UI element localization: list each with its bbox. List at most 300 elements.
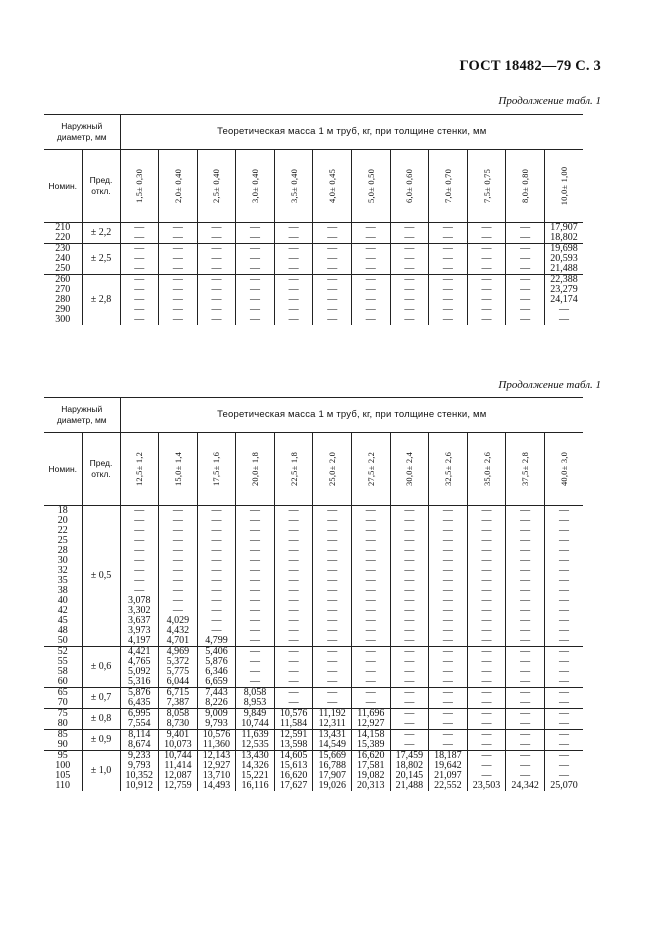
mass-value: 9,793 — [205, 718, 228, 729]
mass-value: — — [481, 314, 492, 325]
nominal-diameter: 28 — [57, 545, 68, 556]
mass-value: — — [481, 666, 492, 677]
outer-diameter-header: Наружный диаметр, мм — [44, 115, 120, 150]
mass-value: 22,388 — [550, 274, 578, 285]
wall-thickness-header — [159, 433, 198, 506]
mass-value: — — [288, 525, 299, 536]
mass-value: 11,192 — [318, 708, 346, 719]
mass-value: — — [558, 656, 569, 667]
mass-value: — — [481, 222, 492, 233]
mass-value: 14,549 — [318, 739, 346, 750]
wall-thickness-label: 6,0± 0,60 — [404, 168, 415, 204]
mass-value: — — [211, 253, 222, 264]
mass-value: — — [481, 253, 492, 264]
mass-value: — — [134, 222, 145, 233]
mass-value: — — [481, 750, 492, 761]
nominal-diameter: 290 — [55, 304, 71, 315]
mass-value: — — [404, 515, 415, 526]
mass-value: 12,087 — [164, 770, 192, 781]
table-row-group — [44, 223, 583, 244]
mass-value: 15,221 — [241, 770, 269, 781]
mass-value: — — [134, 565, 145, 576]
mass-value: 16,620 — [357, 750, 385, 761]
mass-value: 7,554 — [128, 718, 151, 729]
wall-thickness-header — [351, 433, 390, 506]
mass-value: — — [365, 555, 376, 566]
mass-header: Теоретическая масса 1 м труб, кг, при толщине стенки, мм — [120, 115, 583, 150]
tolerance-value: ± 2,2 — [82, 223, 120, 244]
mass-value: — — [250, 294, 261, 305]
mass-value: — — [520, 770, 531, 781]
mass-value: — — [250, 605, 261, 616]
wall-thickness-header — [159, 150, 198, 223]
mass-value: — — [558, 729, 569, 740]
wall-thickness-label: 25,0± 2,0 — [327, 451, 338, 487]
mass-value: — — [327, 697, 338, 708]
mass-value: — — [442, 284, 453, 295]
mass-value: — — [558, 545, 569, 556]
mass-value: — — [134, 314, 145, 325]
mass-value: 5,406 — [205, 646, 228, 657]
mass-value: 3,973 — [128, 625, 151, 636]
mass-value: 25,070 — [550, 780, 578, 791]
table-row-group — [44, 647, 583, 688]
tolerance-header: Пред. откл. — [82, 150, 120, 223]
wall-thickness-header — [544, 433, 583, 506]
mass-value: — — [365, 515, 376, 526]
mass-value: — — [558, 615, 569, 626]
mass-value: — — [442, 615, 453, 626]
mass-value: — — [211, 304, 222, 315]
mass-value: — — [442, 595, 453, 606]
mass-value: — — [365, 697, 376, 708]
mass-value: — — [365, 625, 376, 636]
mass-value: — — [250, 575, 261, 586]
mass-value: — — [520, 243, 531, 254]
mass-value: — — [558, 625, 569, 636]
nominal-diameter: 60 — [57, 676, 68, 687]
mass-value: — — [327, 656, 338, 667]
mass-value: — — [288, 274, 299, 285]
mass-value: 6,346 — [205, 666, 228, 677]
wall-thickness-header — [506, 433, 545, 506]
mass-value: 13,598 — [279, 739, 308, 750]
mass-value: — — [250, 625, 261, 636]
mass-value: — — [288, 565, 299, 576]
mass-value: 9,401 — [166, 729, 190, 740]
wall-thickness-label: 22,5± 1,8 — [288, 451, 299, 487]
mass-value: — — [288, 575, 299, 586]
mass-value: — — [404, 676, 415, 687]
nominal-diameter: 80 — [57, 718, 68, 729]
wall-thickness-header — [390, 433, 429, 506]
mass-value: — — [558, 535, 569, 546]
mass-value: — — [558, 505, 569, 516]
table-row-group — [44, 709, 583, 730]
mass-value: 11,584 — [280, 718, 308, 729]
nominal-diameter: 250 — [55, 263, 71, 274]
mass-value: — — [327, 525, 338, 536]
mass-value: — — [250, 656, 261, 667]
mass-value: — — [211, 505, 222, 516]
nominal-header: Номин. — [44, 433, 82, 506]
mass-value: — — [365, 646, 376, 657]
mass-value: — — [134, 525, 145, 536]
tolerance-value: ± 0,8 — [82, 709, 120, 730]
mass-value: — — [211, 545, 222, 556]
mass-value: — — [365, 274, 376, 285]
mass-value: 13,710 — [202, 770, 231, 781]
mass-value: — — [520, 515, 531, 526]
mass-value: 3,637 — [128, 615, 151, 626]
mass-value: — — [365, 565, 376, 576]
tolerance-value: ± 2,8 — [82, 275, 120, 326]
mass-value: — — [481, 304, 492, 315]
mass-value: — — [404, 545, 415, 556]
tolerance-value: ± 0,5 — [82, 506, 120, 647]
mass-value: — — [172, 535, 183, 546]
mass-value: 5,876 — [205, 656, 228, 667]
mass-value: — — [134, 515, 145, 526]
wall-thickness-header — [506, 150, 545, 223]
mass-value: — — [520, 687, 531, 698]
mass-value: 10,744 — [241, 718, 269, 729]
mass-value: — — [404, 304, 415, 315]
mass-value: — — [172, 545, 183, 556]
mass-value: — — [442, 505, 453, 516]
mass-value: — — [211, 263, 222, 274]
wall-thickness-header — [313, 150, 352, 223]
mass-value: — — [558, 687, 569, 698]
nominal-diameter: 70 — [57, 697, 68, 708]
mass-value: — — [558, 676, 569, 687]
mass-value: 5,092 — [128, 666, 151, 677]
wall-thickness-label: 15,0± 1,4 — [172, 451, 183, 487]
nominal-diameter: 55 — [57, 656, 68, 667]
mass-value: — — [288, 595, 299, 606]
mass-value: — — [481, 760, 492, 771]
mass-value: — — [442, 232, 453, 243]
mass-value: 3,078 — [128, 595, 151, 606]
wall-thickness-label: 35,0± 2,6 — [481, 451, 492, 487]
mass-value: — — [172, 232, 183, 243]
mass-value: — — [481, 625, 492, 636]
mass-value: — — [172, 304, 183, 315]
mass-value: 4,421 — [128, 646, 151, 657]
nominal-diameter: 30 — [57, 555, 68, 566]
mass-value: — — [481, 535, 492, 546]
mass-value: — — [442, 676, 453, 687]
mass-value: 4,432 — [166, 625, 190, 636]
mass-value: — — [481, 615, 492, 626]
mass-value: — — [404, 687, 415, 698]
mass-value: — — [558, 525, 569, 536]
mass-value: — — [172, 595, 183, 606]
wall-thickness-header — [351, 150, 390, 223]
mass-value: — — [404, 625, 415, 636]
wall-thickness-header — [429, 150, 468, 223]
mass-value: — — [558, 595, 569, 606]
mass-value: — — [442, 646, 453, 657]
mass-value: 18,187 — [434, 750, 462, 761]
mass-value: — — [558, 718, 569, 729]
mass-value: — — [558, 605, 569, 616]
mass-value: 8,058 — [166, 708, 190, 719]
wall-thickness-label: 5,0± 0,50 — [365, 168, 376, 204]
mass-value: — — [211, 515, 222, 526]
mass-value: 24,342 — [511, 780, 539, 791]
mass-value: — — [442, 243, 453, 254]
mass-value: — — [481, 515, 492, 526]
mass-value: 14,326 — [241, 760, 269, 771]
mass-value: — — [404, 243, 415, 254]
mass-value: — — [288, 314, 299, 325]
nominal-diameter: 210 — [55, 222, 71, 233]
mass-value: — — [558, 739, 569, 750]
wall-thickness-header — [429, 433, 468, 506]
mass-value: — — [172, 565, 183, 576]
mass-value: 17,581 — [357, 760, 385, 771]
mass-value: — — [520, 676, 531, 687]
wall-thickness-label: 4,0± 0,45 — [327, 168, 338, 204]
mass-value: — — [288, 294, 299, 305]
mass-value: — — [365, 615, 376, 626]
nominal-diameter: 110 — [55, 780, 71, 791]
mass-value: — — [250, 595, 261, 606]
mass-value: — — [172, 605, 183, 616]
tolerance-value: ± 0,6 — [82, 647, 120, 688]
tolerance-value: ± 1,0 — [82, 751, 120, 792]
mass-value: 4,799 — [205, 635, 228, 646]
mass-value: — — [558, 515, 569, 526]
mass-value: — — [327, 294, 338, 305]
mass-value: — — [134, 304, 145, 315]
mass-value: — — [481, 635, 492, 646]
mass-value: 7,443 — [205, 687, 228, 698]
mass-value: — — [520, 565, 531, 576]
mass-value: — — [404, 314, 415, 325]
mass-value: 14,605 — [279, 750, 308, 761]
mass-value: — — [250, 284, 261, 295]
mass-value: — — [250, 646, 261, 657]
mass-value: — — [558, 565, 569, 576]
wall-thickness-label: 20,0± 1,8 — [250, 451, 261, 487]
mass-value: — — [520, 666, 531, 677]
mass-value: 9,793 — [128, 760, 151, 771]
mass-value: — — [250, 525, 261, 536]
mass-value: 4,969 — [166, 646, 190, 657]
mass-value: — — [520, 575, 531, 586]
mass-value: — — [442, 314, 453, 325]
mass-value: — — [520, 708, 531, 719]
mass-value: — — [288, 263, 299, 274]
mass-value: — — [211, 222, 222, 233]
mass-value: — — [172, 253, 183, 264]
mass-value: — — [442, 525, 453, 536]
wall-thickness-label: 17,5± 1,6 — [211, 451, 222, 487]
mass-value: — — [211, 615, 222, 626]
mass-value: — — [211, 294, 222, 305]
nominal-header: Номин. — [44, 150, 82, 223]
nominal-diameter: 220 — [55, 232, 71, 243]
mass-value: — — [558, 575, 569, 586]
mass-value: — — [288, 232, 299, 243]
nominal-diameter: 42 — [57, 605, 68, 616]
mass-value: — — [404, 615, 415, 626]
nominal-diameter: 32 — [57, 565, 68, 576]
wall-thickness-header — [236, 150, 275, 223]
wall-thickness-header — [467, 150, 506, 223]
mass-value: — — [211, 535, 222, 546]
mass-value: — — [442, 635, 453, 646]
mass-value: — — [442, 253, 453, 264]
wall-thickness-label: 10,0± 1,00 — [558, 166, 569, 206]
mass-value: — — [250, 222, 261, 233]
mass-value: — — [327, 676, 338, 687]
mass-value: 12,759 — [164, 780, 192, 791]
mass-value: — — [365, 535, 376, 546]
table-row-group — [44, 751, 583, 792]
mass-value: — — [250, 515, 261, 526]
mass-value: — — [327, 595, 338, 606]
mass-value: 8,058 — [243, 687, 267, 698]
mass-value: 19,698 — [550, 243, 578, 254]
mass-value: — — [365, 253, 376, 264]
mass-value: — — [520, 615, 531, 626]
mass-value: — — [481, 525, 492, 536]
mass-value: 12,927 — [357, 718, 385, 729]
wall-thickness-label: 8,0± 0,80 — [520, 168, 531, 204]
mass-value: 19,642 — [434, 760, 462, 771]
mass-value: — — [520, 232, 531, 243]
mass-value: 13,431 — [318, 729, 346, 740]
mass-value: 10,912 — [125, 780, 154, 791]
mass-value: — — [327, 585, 338, 596]
mass-value: 10,576 — [279, 708, 308, 719]
nominal-diameter: 280 — [55, 294, 71, 305]
mass-value: 4,701 — [166, 635, 190, 646]
wall-thickness-label: 2,5± 0,40 — [211, 168, 222, 204]
mass-value: — — [250, 555, 261, 566]
mass-value: — — [404, 605, 415, 616]
mass-value: 20,593 — [550, 253, 578, 264]
nominal-diameter: 100 — [55, 760, 71, 771]
mass-value: — — [365, 545, 376, 556]
mass-value: — — [442, 555, 453, 566]
mass-value: — — [288, 515, 299, 526]
mass-value: 22,552 — [434, 780, 462, 791]
mass-value: — — [365, 222, 376, 233]
mass-value: — — [134, 274, 145, 285]
wall-thickness-header — [197, 150, 236, 223]
mass-value: — — [250, 274, 261, 285]
mass-value: 4,029 — [166, 615, 190, 626]
mass-value: — — [404, 708, 415, 719]
mass-value: — — [211, 555, 222, 566]
nominal-diameter: 38 — [57, 585, 68, 596]
mass-value: 17,459 — [395, 750, 424, 761]
mass-value: 12,143 — [202, 750, 231, 761]
mass-value: — — [481, 555, 492, 566]
mass-value: — — [520, 525, 531, 536]
mass-value: 5,316 — [128, 676, 151, 687]
nominal-diameter: 35 — [57, 575, 68, 586]
mass-value: 13,430 — [241, 750, 269, 761]
mass-value: — — [558, 708, 569, 719]
nominal-diameter: 25 — [57, 535, 68, 546]
mass-value: — — [211, 585, 222, 596]
mass-value: — — [481, 646, 492, 657]
mass-value: — — [134, 575, 145, 586]
mass-value: — — [520, 635, 531, 646]
mass-value: — — [481, 284, 492, 295]
mass-value: — — [442, 515, 453, 526]
mass-value: 9,233 — [128, 750, 151, 761]
mass-value: 15,389 — [357, 739, 385, 750]
mass-value: — — [327, 515, 338, 526]
mass-value: 6,659 — [205, 676, 228, 687]
mass-value: — — [288, 545, 299, 556]
nominal-diameter: 52 — [57, 646, 68, 657]
mass-value: 17,907 — [550, 222, 578, 233]
mass-value: — — [288, 687, 299, 698]
mass-value: — — [211, 525, 222, 536]
mass-value: 18,802 — [550, 232, 578, 243]
mass-value: — — [250, 535, 261, 546]
table-row-group — [44, 506, 583, 647]
mass-value: — — [211, 565, 222, 576]
mass-value: — — [250, 304, 261, 315]
mass-value: — — [327, 232, 338, 243]
mass-value: — — [288, 676, 299, 687]
mass-value: — — [442, 697, 453, 708]
mass-value: 5,775 — [166, 666, 190, 677]
nominal-diameter: 20 — [57, 515, 68, 526]
wall-thickness-label: 3,5± 0,40 — [288, 168, 299, 204]
mass-value: — — [404, 222, 415, 233]
mass-value: — — [327, 535, 338, 546]
mass-value: — — [558, 314, 569, 325]
nominal-diameter: 270 — [55, 284, 71, 295]
mass-value: — — [442, 729, 453, 740]
mass-value: 20,313 — [357, 780, 385, 791]
mass-value: — — [172, 222, 183, 233]
tolerance-value: ± 0,9 — [82, 730, 120, 751]
mass-value: — — [520, 656, 531, 667]
wall-thickness-label: 32,5± 2,6 — [442, 451, 453, 487]
mass-value: — — [442, 605, 453, 616]
mass-value: — — [520, 274, 531, 285]
mass-value: — — [134, 505, 145, 516]
mass-value: — — [481, 263, 492, 274]
mass-value: — — [442, 565, 453, 576]
mass-value: — — [442, 739, 453, 750]
mass-value: — — [327, 635, 338, 646]
mass-value: — — [288, 605, 299, 616]
mass-value: — — [211, 274, 222, 285]
mass-value: — — [404, 535, 415, 546]
mass-value: — — [288, 555, 299, 566]
mass-value: — — [365, 656, 376, 667]
mass-value: — — [211, 232, 222, 243]
mass-value: 11,414 — [164, 760, 192, 771]
nominal-diameter: 85 — [57, 729, 68, 740]
mass-value: — — [134, 535, 145, 546]
mass-value: 21,488 — [395, 780, 424, 791]
mass-value: — — [558, 666, 569, 677]
mass-value: — — [327, 284, 338, 295]
mass-value: — — [250, 676, 261, 687]
